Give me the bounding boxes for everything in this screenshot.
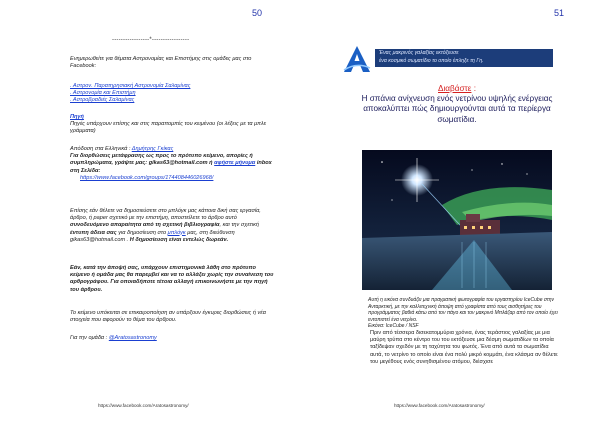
translation-prefix: Απόδοση στα Ελληνικά :: [70, 146, 131, 152]
team-prefix: Για την ομάδα :: [70, 335, 108, 341]
team-signature: [70, 335, 276, 342]
intro-text: [70, 56, 276, 70]
a-logo-icon: [342, 44, 372, 74]
banner-line-1: Ένας μακρινός γαλαξίας εκτόξευσε: [379, 50, 459, 56]
footer-url[interactable]: https://www.facebook.com/Aratosastronomy/: [394, 403, 485, 408]
article-banner: [342, 44, 554, 74]
image-credit: Εικόνα: IceCube / NSF: [368, 323, 419, 330]
translation-section: [70, 146, 276, 182]
update-note-text: Το κείμενο υπόκειται σε επικαιροποίηση αν υπάρξουν έγκυρες διορθώσεις ή νέα στοιχεία που αφορούν το θέμα του άρθρου.: [70, 310, 266, 324]
article-headline: Διαβάστε : Η σπάνια ανίχνευση ενός νετρίνου υψηλής ενέργειας αποκαλύπτει πώς δημιουργούνται αυτά τα περίεργα σωματίδια.: [361, 84, 553, 124]
contact-tail: inbox στη Σελίδα:: [70, 160, 272, 174]
group-link-astronomy-science[interactable]: . Αστρονομία και Επιστήμη: [70, 90, 136, 97]
read-link[interactable]: Διαβάστε: [438, 84, 472, 93]
page-number: 50: [252, 8, 263, 18]
image-caption: [368, 297, 558, 330]
footer-url[interactable]: https://www.facebook.com/Aratosastronomy/: [98, 403, 189, 408]
right-page: [300, 0, 600, 424]
headline-text: Η σπάνια ανίχνευση ενός νετρίνου υψηλής ενέργειας αποκαλύπτει πώς δημιουργούνται αυτά τα περίεργα σωματίδια.: [361, 94, 553, 124]
publish-section: [70, 208, 276, 244]
source-text: Πηγές υπάρχουν επίσης και στις παραπομπές του κειμένου (οι λέξεις με τα μπλε γράμματα): [70, 121, 267, 135]
icecube-neutrino-illustration: [362, 150, 552, 290]
group-link-observational[interactable]: . Αστρον. Παρατηρησιακή Αστρονομία Σαλαμίνας: [70, 83, 191, 89]
page-number: 51: [554, 8, 565, 18]
publish-text-2: , και την σχετική: [219, 222, 260, 229]
blog-link[interactable]: μπλόγκ: [167, 229, 186, 236]
team-handle-link[interactable]: @Aratosastronomy: [108, 335, 157, 341]
caption-text: Αυτή η εικόνα συνδυάζει μια πραγματική φωτογραφία του εργαστηρίου IceCube στην Ανταρκτική, με την καλλιτεχνική άποψη από γραφίστα από τους αισθητήρες του προγράμματος βαθιά κάτω από τον πάγο και τον μακρινό Μπλάζαρ από τον οποίο έχει εντοπιστεί ένα νετρίνο.: [368, 297, 558, 323]
errors-note-text: Εάν, κατά την άποψή σας, υπάρχουν επιστημονικά λάθη στο πρότυπο κείμενο ή ομάδα μας θα παρεμβεί και να το αλλάξει χωρίς την συναίνεση του αρθρογράφου. Για οποιαδήποτε τέτοια αλλαγή επικοινωνήστε με την πηγή του άρθρου.: [70, 265, 274, 293]
leave-message-link[interactable]: αφήστε μήνυμα: [214, 160, 256, 167]
publish-text-3: για δημοσίευση στο: [118, 229, 167, 236]
errors-note: [70, 265, 276, 294]
publish-bold-1: συνοδευόμενο απαραίτητα από τη σχετική βιβλιογραφία: [70, 222, 220, 229]
publish-bold-3: Η δημοσίευση είναι εντελώς δωρεάν.: [129, 236, 229, 243]
facebook-groups-list: [70, 83, 276, 105]
facebook-group-url[interactable]: https://www.facebook.com/groups/174408446026968/: [80, 174, 214, 181]
separator: -----------------*-----------------: [112, 37, 190, 43]
article-body: [370, 330, 560, 366]
intro-paragraph: Ενημερωθείτε για θέματα Αστρονομίας και Επιστήμης στις ομάδες μας στο Facebook:: [70, 56, 252, 70]
publish-text-4: μας, στη διεύθυνση gikas63@hotmail.com .: [70, 229, 235, 243]
banner-line-2: ένα κοσμικό σωματίδιο το οποίο έπληξε τη Γη.: [379, 57, 484, 64]
publish-bold-2: έντυπη άδεια σας: [70, 229, 117, 236]
banner-caption: [375, 49, 553, 67]
contact-text: Για διορθώσεις μετάφρασης ως προς το πρότυπο κείμενο, απορίες ή συμπληρώματα, γράψτε μας: gikas63@hotmail.com ή: [70, 153, 253, 167]
group-link-astro-evenings[interactable]: . Αστροβραδιές Σαλαμίνας: [70, 97, 135, 104]
source-section: [70, 114, 276, 136]
update-note: [70, 310, 276, 324]
article-body-text: Πριν από τέσσερα δισεκατομμύρια χρόνια, ένας τεράστιος γαλαξίας με μια μαύρη τρύπα στο κέντρο του του εκτόξευσε μια δέσμη σωματιδίων τα οποία ταξίδεψαν σχεδόν με τη ταχύτητα του φωτός. Ένα από αυτά τα σωματίδια αυτά, το νετρίνο το οποίο είναι ένα πολύ μικρό κομμάτι, ένα κλάσμα αν θέλετε του μεγέθους ενός συνηθισμένου ατόμου, διέσχισε: [370, 330, 558, 365]
publish-text-1: Επίσης εάν θέλετε να δημοσιεύσετε στο μπλόγκ μας κάποια δική σας εργασία, άρθρο, ή paper σχετικό με την επιστήμη, αποστείλετε το άρθρο αυτό: [70, 208, 261, 222]
source-heading[interactable]: Πηγή: [70, 114, 84, 120]
translator-link[interactable]: Δημήτρης Γκίκας: [131, 146, 174, 152]
